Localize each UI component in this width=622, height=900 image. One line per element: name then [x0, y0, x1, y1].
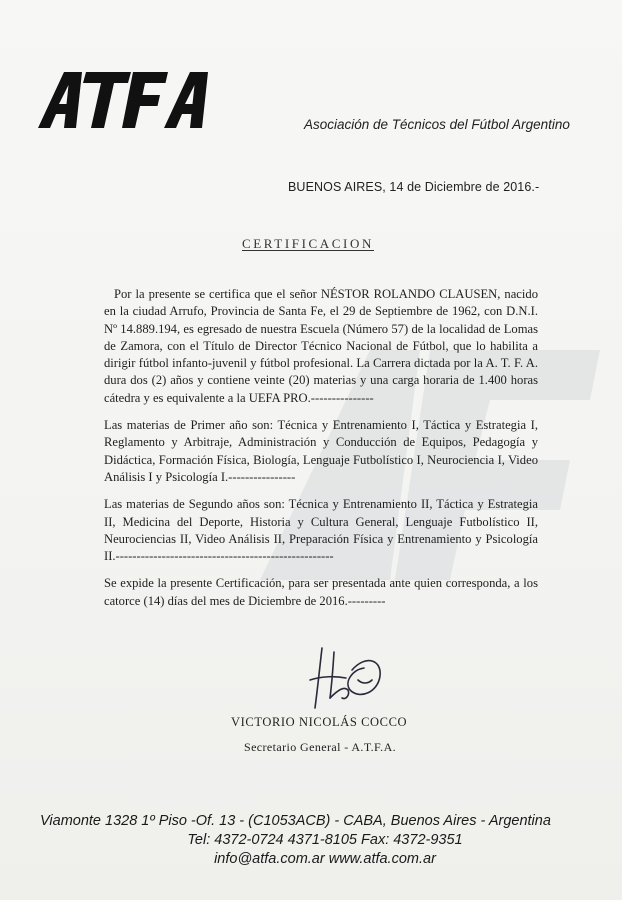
certificate-body [104, 286, 538, 620]
organization-name: Asociación de Técnicos del Fútbol Argentino [304, 117, 570, 132]
handwritten-signature [300, 640, 390, 715]
footer-phones: Tel: 4372-0724 4371-8105 Fax: 4372-9351 [187, 832, 463, 848]
paragraph-certification: Por la presente se certifica que el señor NÉSTOR ROLANDO CLAUSEN, nacido en la ciudad Arrufo, Provincia de Santa Fe, el 29 de Septiembre de 1962, con D.N.I. Nº 14.889.194, es egresado de nuestra Escuela (Número 57) de la localidad de Lomas de Zamora, con el Título de Director Técnico Nacional de Fútbol, que lo habilita a dirigir fútbol infanto-juvenil y fútbol profesional. La Carrera dictada por la A. T. F. A. dura dos (2) años y contiene veinte (20) materias y una carga horaria de 1.400 horas cátedra y es equivalente a la UEFA PRO.--------------- [104, 287, 538, 405]
atfa-logo [36, 68, 216, 130]
signer-role: Secretario General - A.T.F.A. [244, 740, 397, 754]
footer-contact: info@atfa.com.ar www.atfa.com.ar [214, 851, 436, 867]
paragraph-first-year-subjects: Las materias de Primer año son: Técnica y Entrenamiento I, Táctica y Estrategia I, Reglamento y Arbitraje, Administración y Conducción de Equipos, Pedagogía y Didáctica, Formación Física, Biología, Lenguaje Futbolístico I, Neurociencia I, Video Análisis I y Psicología I.---------------- [104, 418, 538, 484]
letterhead-footer [40, 812, 610, 869]
signer-name: VICTORIO NICOLÁS COCCO [231, 715, 408, 729]
footer-address: Viamonte 1328 1º Piso -Of. 13 - (C1053ACB) - CABA, Buenos Aires - Argentina [40, 813, 551, 829]
paragraph-issuance: Se expide la presente Certificación, para ser presentada ante quien corresponda, a los catorce (14) días del mes de Diciembre de 2016.--------- [104, 576, 538, 608]
document-title: CERTIFICACION [242, 236, 374, 251]
date-line: BUENOS AIRES, 14 de Diciembre de 2016.- [288, 180, 540, 194]
paragraph-second-year-subjects: Las materias de Segundo años son: Técnica y Entrenamiento II, Táctica y Estrategia II, Medicina del Deporte, Historia y Cultura General, Lenguaje Futbolístico II, Neurociencias II, Video Análisis II, Preparación Física y Entrenamiento y Psicología II.---------------------------------------------------- [104, 497, 538, 564]
